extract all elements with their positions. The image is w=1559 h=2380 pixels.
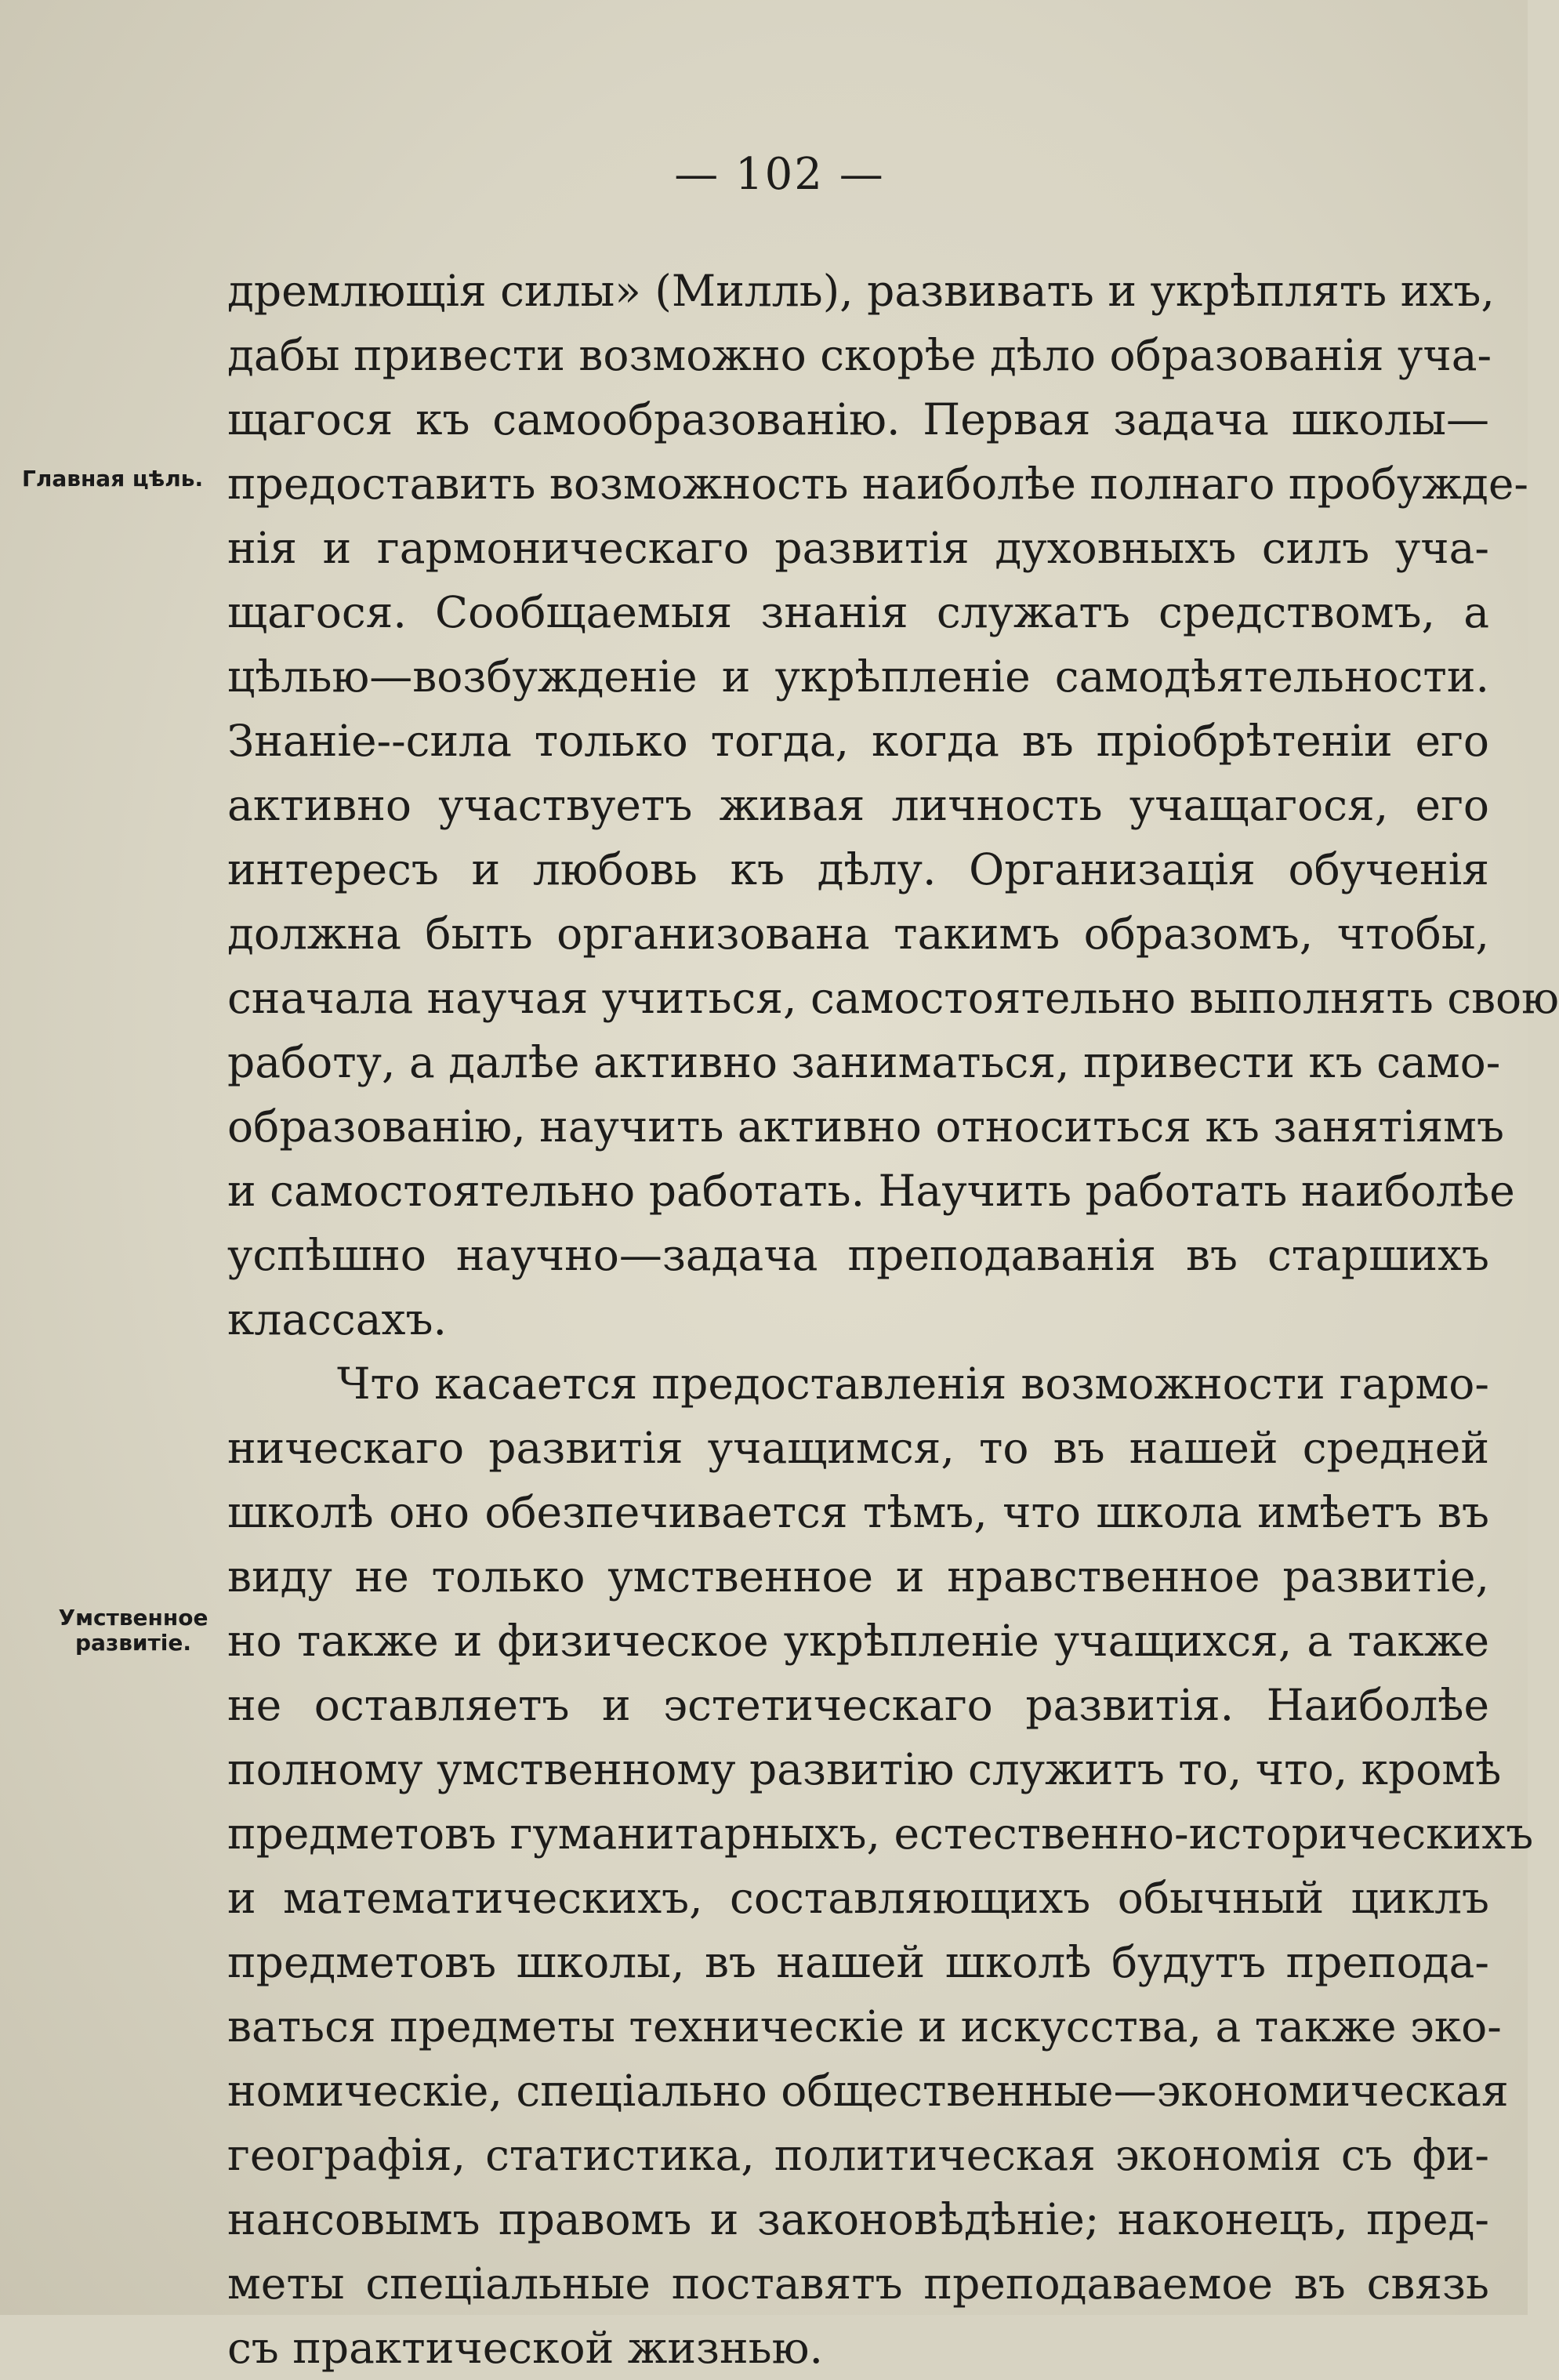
text-line: и математическихъ, составляющихъ обычный циклъ [227, 1873, 1489, 1923]
text-line: нансовымъ правомъ и законовѣдѣніе; наконецъ, пред- [227, 2194, 1489, 2244]
text-line: классахъ. [227, 1294, 447, 1344]
text-line: но также и физическое укрѣпленіе учащихся, а также [227, 1616, 1489, 1666]
text-line: Знаніе--сила только тогда, когда въ пріобрѣтеніи его [227, 716, 1489, 766]
text-line: интересъ и любовь къ дѣлу. Организація обученія [227, 844, 1489, 894]
margin-note-mental-line-1: Умственное [58, 1605, 208, 1631]
text-line: образованію, научить активно относиться къ занятіямъ [227, 1101, 1504, 1152]
text-line: географія, статистика, политическая экономія съ фи- [227, 2130, 1489, 2180]
text-line: предметовъ гуманитарныхъ, естественно-историческихъ [227, 1809, 1534, 1859]
text-line: полному умственному развитію служитъ то, что, кромѣ [227, 1744, 1502, 1794]
text-line: щагося къ самообразованію. Первая задача школы— [227, 394, 1489, 444]
text-line: сначала научая учиться, самостоятельно выполнять свою [227, 973, 1559, 1023]
text-line: школѣ оно обезпечивается тѣмъ, что школа имѣетъ въ [227, 1487, 1489, 1537]
text-line: предметовъ школы, въ нашей школѣ будутъ препода- [227, 1937, 1489, 1987]
body-text [227, 259, 1559, 2380]
paragraph-1 [227, 259, 1559, 1351]
text-line: дремлющія силы» (Милль), развивать и укрѣплять ихъ, [227, 266, 1495, 316]
text-line: не оставляетъ и эстетическаго развитія. Наиболѣе [227, 1680, 1489, 1730]
margin-note-mental-line-2: развитіе. [75, 1630, 191, 1656]
text-line: и самостоятельно работать. Научить работать наиболѣе [227, 1166, 1515, 1216]
text-line: виду не только умственное и нравственное развитіе, [227, 1551, 1489, 1602]
text-line: щагося. Сообщаемыя знанія служатъ средствомъ, а [227, 587, 1489, 637]
text-line: предоставить возможность наиболѣе полнаго пробужде- [227, 459, 1528, 509]
page-number: — 102 — [674, 149, 885, 200]
text-line: номическіе, спеціально общественные—экономическая [227, 2066, 1509, 2116]
text-line: дабы привести возможно скорѣе дѣло образованія уча- [227, 330, 1492, 380]
text-line: нія и гармоническаго развитія духовныхъ силъ уча- [227, 523, 1489, 573]
margin-note-main-goal [22, 466, 226, 492]
text-line: цѣлью—возбужденіе и укрѣпленіе самодѣятельности. [227, 651, 1489, 702]
text-line: меты спеціальные поставятъ преподаваемое въ связь [227, 2258, 1489, 2309]
text-line: работу, а далѣе активно заниматься, привести къ само- [227, 1037, 1501, 1087]
text-line: активно участвуетъ живая личность учащагося, его [227, 780, 1489, 830]
margin-note-main-goal-text: Главная цѣль. [22, 466, 204, 492]
text-line: успѣшно научно—задача преподаванія въ старшихъ [227, 1230, 1489, 1280]
text-line: Что касается предоставленія возможности гармо- [337, 1359, 1489, 1409]
paragraph-2 [227, 1351, 1534, 2380]
text-line: должна быть организована такимъ образомъ, чтобы, [227, 909, 1489, 959]
text-line: съ практической жизнью. [227, 2323, 823, 2373]
text-line: ваться предметы техническіе и искусства, а также эко- [227, 2001, 1502, 2052]
text-line: ническаго развитія учащимся, то въ нашей средней [227, 1423, 1489, 1473]
margin-note-mental-development [43, 1605, 223, 1656]
